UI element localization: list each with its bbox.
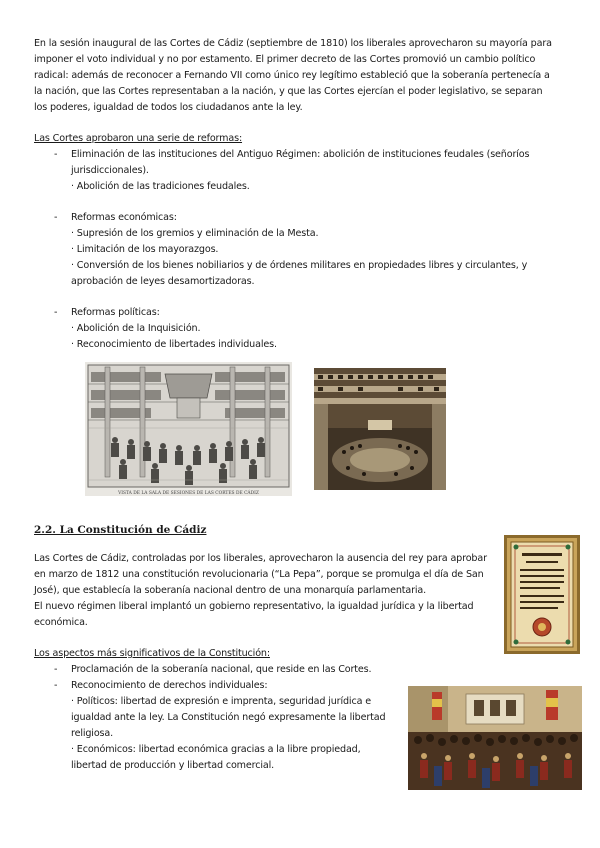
constitution-para-line-1: Las Cortes de Cádiz, controladas por los liberales, aprovecharon la ausencia del rey para aprobar (34, 553, 487, 564)
intro-line-3: radical: además de reconocer a Fernando VII como único rey legítimo estableció que la soberanía pertenecía a (34, 70, 550, 81)
list-dash: - (54, 149, 58, 160)
list-dash: - (54, 664, 58, 675)
section-heading-constitution: 2.2. La Constitución de Cádiz (34, 524, 207, 536)
intro-line-5: los poderes, igualdad de todos los ciudadanos ante la ley. (34, 102, 303, 113)
engraving-caption: VISTA DE LA SALA DE SESIONES DE LAS CORTES DE CÁDIZ (118, 491, 259, 496)
list-dash: - (54, 680, 58, 691)
intro-line-4: la nación, que las Cortes representaban a la nación, y que las Cortes ejercían el poder legislativo, se separan (34, 86, 543, 97)
economic-rights-line-2: libertad de producción y libertad comercial. (71, 760, 275, 771)
constitution-para-line-4: El nuevo régimen liberal implantó un gobierno representativo, la igualdad jurídica y la libertad (34, 601, 474, 612)
political-rights-line-3: religiosa. (71, 728, 114, 739)
cortes-session-engraving (85, 362, 292, 496)
list-dash: - (54, 307, 58, 318)
reform-political-line-1: · Abolición de la Inquisición. (71, 323, 201, 334)
aspect-sovereignty: Proclamación de la soberanía nacional, que reside en las Cortes. (71, 664, 372, 675)
reform-political-title: Reformas políticas: (71, 307, 160, 318)
political-rights-line-2: igualdad ante la ley. La Constitución negó expresamente la libertad (71, 712, 386, 723)
constitution-promulgation-painting (408, 686, 582, 790)
reform-political-line-2: · Reconocimiento de libertades individuales. (71, 339, 277, 350)
reform-institutions-line-3: · Abolición de las tradiciones feudales. (71, 181, 250, 192)
reform-institutions-line-1: Eliminación de las instituciones del Antiguo Régimen: abolición de instituciones feudales (señoríos (71, 149, 530, 160)
political-rights-line-1: · Políticos: libertad de expresión e imprenta, seguridad jurídica e (71, 696, 371, 707)
cortes-hall-interior-image (314, 368, 446, 490)
constitution-para-line-2: en marzo de 1812 una constitución revolucionaria (“La Pepa”, porque se promulga el día de San (34, 569, 484, 580)
reform-economic-title: Reformas económicas: (71, 212, 177, 223)
constitution-para-line-5: económica. (34, 617, 88, 628)
reform-economic-line-2: · Limitación de los mayorazgos. (71, 244, 219, 255)
reforms-heading: Las Cortes aprobaron una serie de reformas: (34, 133, 243, 144)
aspects-heading: Los aspectos más significativos de la Constitución: (34, 648, 270, 659)
aspect-individual-rights: Reconocimiento de derechos individuales: (71, 680, 268, 691)
reform-economic-line-3: · Conversión de los bienes nobiliarios y de órdenes militares en propiedades libres y circulantes, y (71, 260, 528, 271)
intro-line-2: imponer el voto individual y no por estamento. El primer decreto de las Cortes promovió un cambio político (34, 54, 536, 65)
intro-line-1: En la sesión inaugural de las Cortes de Cádiz (septiembre de 1810) los liberales aprovecharon su mayoría para (34, 38, 552, 49)
constitution-para-line-3: José), que establecía la soberanía nacional dentro de una monarquía parlamentaria. (34, 585, 427, 596)
constitution-document-image (504, 535, 580, 654)
reform-economic-line-1: · Supresión de los gremios y eliminación de la Mesta. (71, 228, 319, 239)
reform-institutions-line-2: jurisdiccionales). (71, 165, 149, 176)
reform-economic-line-4: aprobación de leyes desamortizadoras. (71, 276, 255, 287)
economic-rights-line-1: · Económicos: libertad económica gracias a la libre propiedad, (71, 744, 361, 755)
list-dash: - (54, 212, 58, 223)
